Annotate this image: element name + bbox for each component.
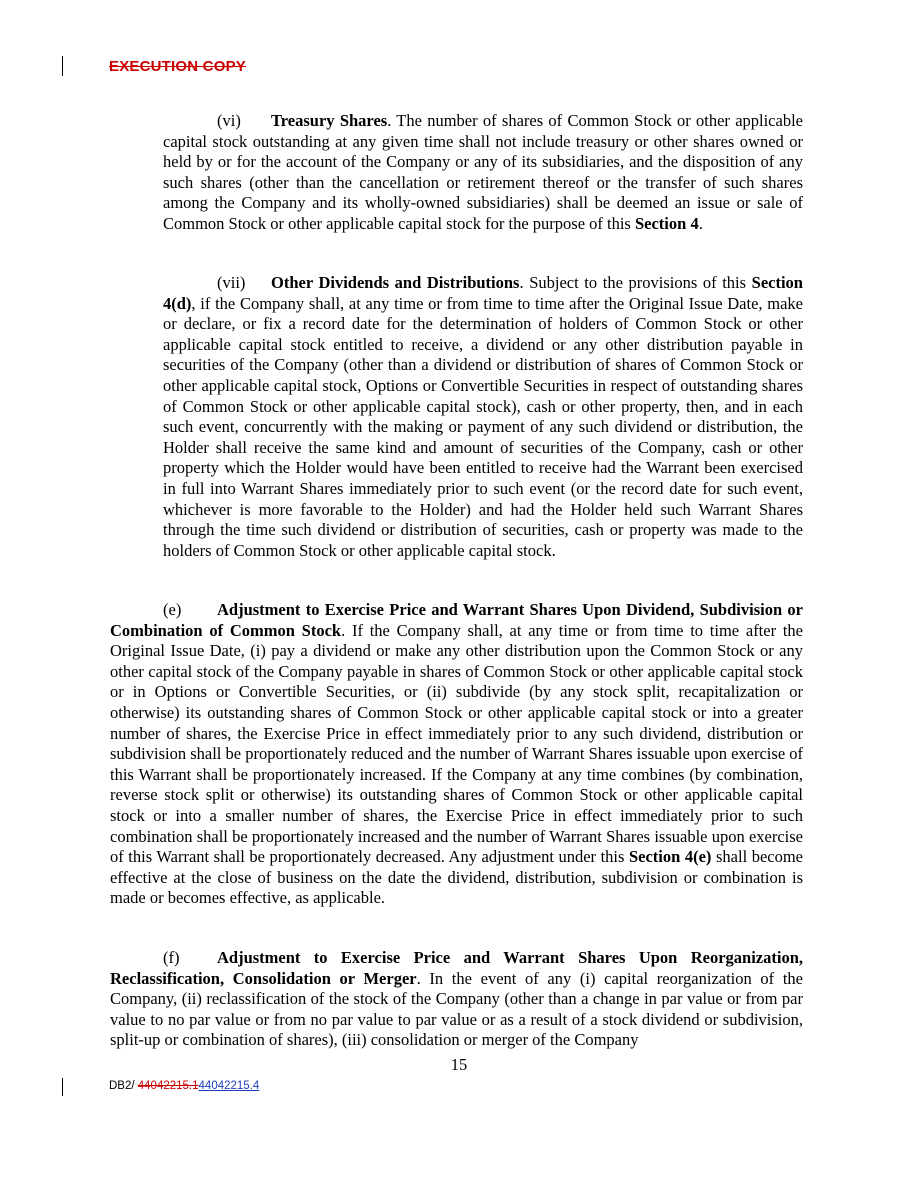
footer-prefix: DB2/: [109, 1080, 138, 1092]
paragraph-text: . The number of shares of Common Stock or other applicable capital stock outstanding at any given time shall not include treasury or other shares owned or held by or for the account of the Company or any of its subsidiaries, and the disposition of any such shares (other than the cancellation or retirement thereof or the transfer of such shares among the Company and its wholly-owned subsidiaries) shall be deemed an issue or sale of Common Stock or other applicable capital stock for the purpose of this: [163, 111, 803, 233]
paragraph-number: (f): [163, 948, 180, 967]
paragraph-heading: Adjustment to Exercise Price and Warrant Shares Upon Dividend, Subdivision or Combination of Common Stock: [110, 600, 803, 640]
paragraph-number: (e): [163, 600, 182, 619]
paragraph-f-adjustment-reorganization: [110, 948, 803, 1051]
paragraph-text: .: [698, 213, 703, 233]
paragraph-text: shall become effective at the close of business on the date the dividend, distribution, subdivision or combination is made or becomes effective, as applicable.: [110, 847, 804, 908]
paragraph-vi-treasury-shares: [163, 111, 803, 235]
paragraph-text: . In the event of any (i) capital reorganization of the Company, (ii) reclassification of the stock of the Company (other than a change in par value or from par value to no par value or from no par value to par value or as a result of a stock dividend or subdivision, split-up or combination of shares), (iii) consolidation or merger of the Company: [110, 968, 803, 1050]
document-id-footer: [109, 1080, 259, 1092]
footer-deleted-id: 44042215.1: [137, 1080, 199, 1092]
paragraph-text: . If the Company shall, at any time or from time to time after the Original Issue Date, (i) pay a dividend or make any other distribution upon the Common Stock or any other capital stock of the Company payable in shares of Common Stock or other applicable capital stock or in Options or Convertible Securities, or (ii) subdivide (by any stock split, recapitalization or otherwise) its outstanding shares of Common Stock or other applicable capital stock or into a greater number of shares, the Exercise Price in effect immediately prior to any such dividend, distribution or subdivision shall be proportionately reduced and the number of Warrant Shares issuable upon exercise of this Warrant shall be proportionately increased. If the Company at any time combines (by combination, reverse stock split or otherwise) its outstanding shares of Common Stock or other applicable capital stock or into a smaller number of shares, the Exercise Price in effect immediately prior to such combination shall be proportionately increased and the number of Warrant Shares issuable upon exercise of this Warrant shall be proportionately decreased. Any adjustment under this: [110, 620, 804, 867]
change-bar-bottom: [62, 1078, 63, 1096]
section-reference: Section 4(d): [163, 273, 803, 313]
paragraph-e-adjustment-dividend: [110, 600, 803, 909]
footer-inserted-id: 44042215.4: [198, 1080, 260, 1092]
section-reference: Section 4: [634, 213, 699, 233]
paragraph-heading: Treasury Shares: [271, 111, 388, 130]
paragraph-heading: Other Dividends and Distributions: [271, 273, 520, 292]
execution-copy-header: EXECUTION COPY: [109, 58, 246, 75]
change-bar-top: [62, 56, 63, 76]
paragraph-text: , if the Company shall, at any time or from time to time after the Original Issue Date, make or declare, or fix a record date for the determination of holders of Common Stock or other applicable capital stock entitled to receive, a dividend or any other distribution payable in securities of the Company (other than a dividend or distribution of shares of Common Stock or other applicable capital stock, Options or Convertible Securities in respect of outstanding shares of Common Stock or other applicable capital stock), cash or other property, then, and in each such event, concurrently with the making or payment of any such dividend or distribution, the Holder shall receive the same kind and amount of securities of the Company, cash or other property which the Holder would have been entitled to receive had the Warrant been exercised in full into Warrant Shares immediately prior to such event (or the record date for such event, whichever is more favorable to the Holder) and had the Holder held such Warrant Shares through the time such dividend or distribution of securities, cash or property was made to the holders of Common Stock or other applicable capital stock.: [163, 293, 803, 560]
page-number: 15: [450, 1055, 468, 1074]
paragraph-text: . Subject to the provisions of this: [519, 273, 752, 292]
paragraph-vii-other-dividends: [163, 273, 803, 561]
section-reference: Section 4(e): [628, 847, 712, 867]
paragraph-heading: Adjustment to Exercise Price and Warrant Shares Upon Reorganization, Reclassification, Consolidation or Merger: [110, 948, 803, 988]
paragraph-number: (vi): [217, 111, 241, 130]
paragraph-number: (vii): [217, 273, 246, 292]
